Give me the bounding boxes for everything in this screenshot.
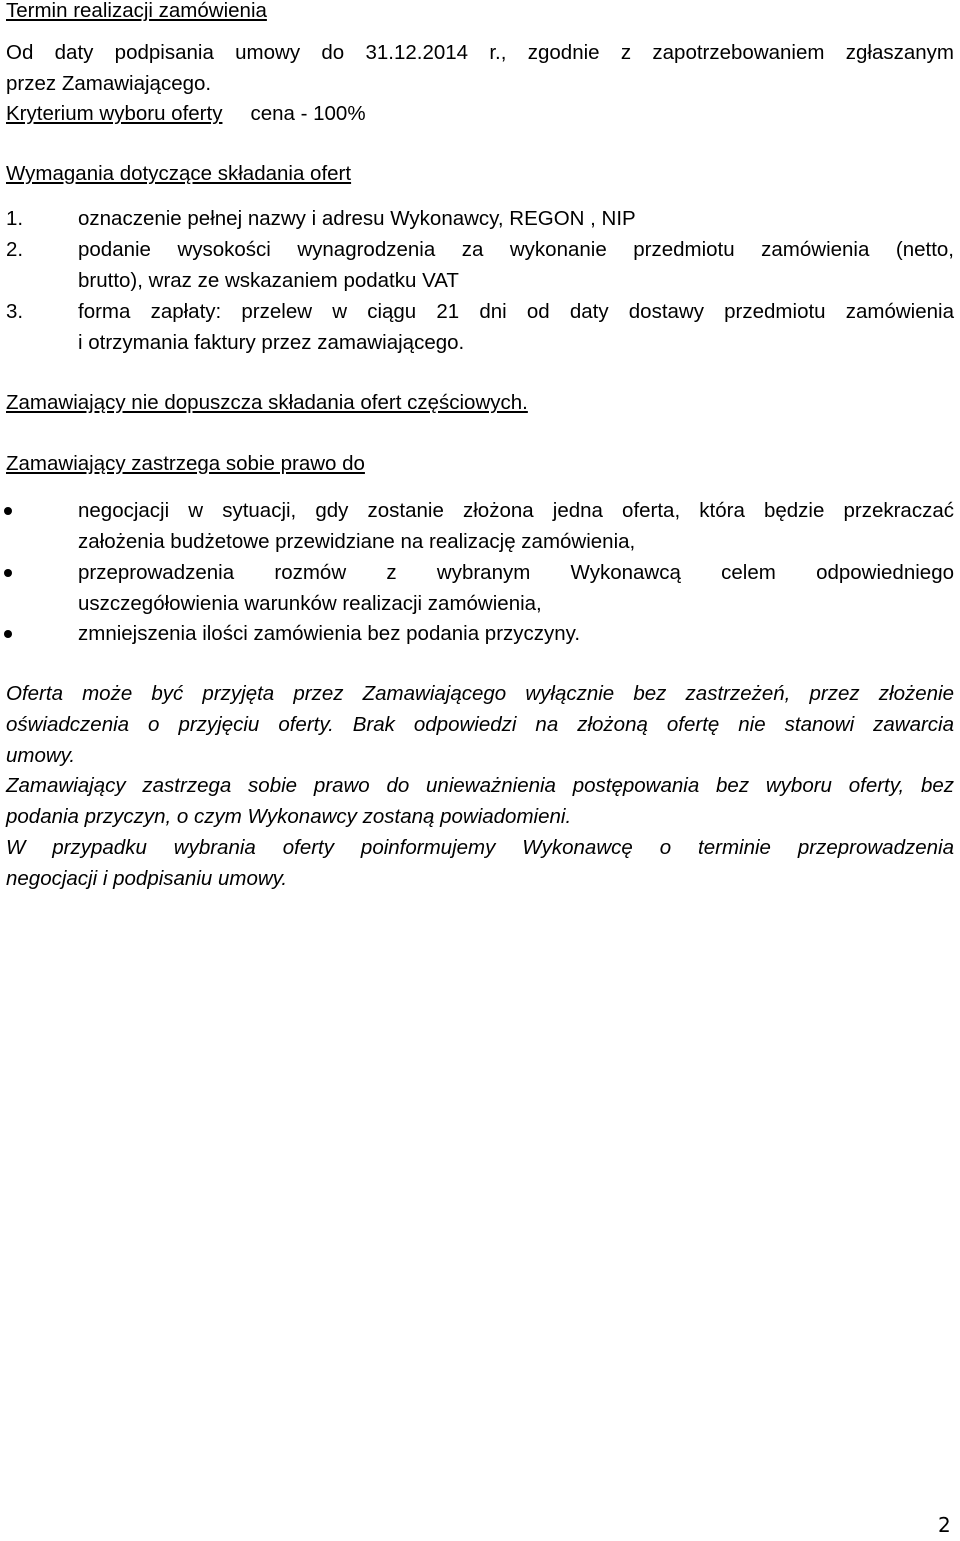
cancellation-line: Zamawiający zastrzega sobie prawo do unieważnienia postępowania bez wyboru oferty, bez — [6, 774, 954, 797]
deadline-line-1: Od daty podpisania umowy do 31.12.2014 r., zgodnie z zapotrzebowaniem zgłaszanym — [6, 41, 954, 64]
bullet-icon — [4, 569, 12, 577]
criterion-label: Kryterium wyboru oferty — [6, 102, 223, 125]
bullet-item — [0, 499, 960, 561]
bullet-item — [0, 622, 960, 653]
page-number: 2 — [938, 1513, 951, 1537]
criterion-row — [6, 104, 366, 125]
list-number: 3. — [6, 300, 24, 323]
offer-acceptance-line: umowy. — [6, 744, 76, 767]
list-text: podanie wysokości wynagrodzenia za wykonanie przedmiotu zamówienia (netto, — [78, 238, 954, 261]
bullet-text: przeprowadzenia rozmów z wybranym Wykonawcą celem odpowiedniego — [78, 561, 954, 584]
bullet-icon — [4, 630, 12, 638]
heading-termin: Termin realizacji zamówienia — [6, 0, 267, 22]
bullet-text: zmniejszenia ilości zamówienia bez podania przyczyny. — [78, 622, 581, 645]
heading-wymagania: Wymagania dotyczące składania ofert — [6, 162, 352, 185]
list-text: i otrzymania faktury przez zamawiającego. — [78, 331, 465, 354]
list-text: oznaczenie pełnej nazwy i adresu Wykonawcy, REGON , NIP — [78, 207, 636, 230]
offer-acceptance-line: Oferta może być przyjęta przez Zamawiającego wyłącznie bez zastrzeżeń, przez złożenie — [6, 682, 954, 705]
list-item — [0, 207, 960, 237]
bullet-text: założenia budżetowe przewidziane na realizację zamówienia, — [78, 530, 636, 553]
list-text: forma zapłaty: przelew w ciągu 21 dni od daty dostawy przedmiotu zamówienia — [78, 300, 954, 323]
cancellation-line: podania przyczyn, o czym Wykonawcy zostaną powiadomieni. — [6, 805, 572, 828]
heading-zastrzega: Zamawiający zastrzega sobie prawo do — [6, 452, 365, 475]
bullet-item — [0, 561, 960, 623]
list-item — [0, 238, 960, 300]
list-number: 2. — [6, 238, 24, 261]
selection-line: negocjacji i podpisaniu umowy. — [6, 867, 288, 890]
offer-acceptance-line: oświadczenia o przyjęciu oferty. Brak odpowiedzi na złożoną ofertę nie stanowi zawarcia — [6, 713, 954, 736]
bullet-icon — [4, 507, 12, 515]
deadline-line-2: przez Zamawiającego. — [6, 72, 212, 95]
criterion-value: cena - 100% — [250, 102, 366, 125]
partial-offers-note: Zamawiający nie dopuszcza składania ofert częściowych. — [6, 391, 528, 414]
list-item — [0, 300, 960, 362]
bullet-text: negocjacji w sytuacji, gdy zostanie złożona jedna oferta, która będzie przekraczać — [78, 499, 954, 522]
list-number: 1. — [6, 207, 24, 230]
list-text: brutto), wraz ze wskazaniem podatku VAT — [78, 269, 459, 292]
bullet-text: uszczegółowienia warunków realizacji zamówienia, — [78, 592, 542, 615]
selection-line: W przypadku wybrania oferty poinformujemy Wykonawcę o terminie przeprowadzenia — [6, 836, 954, 859]
